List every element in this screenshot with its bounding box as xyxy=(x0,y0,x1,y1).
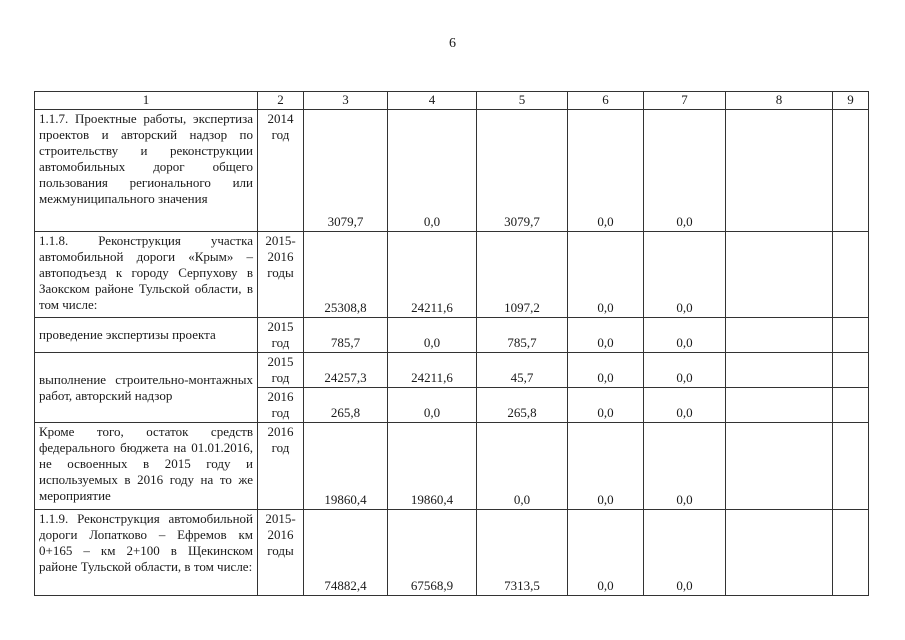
header-cell: 6 xyxy=(568,92,644,110)
cell-col7: 0,0 xyxy=(644,353,726,388)
header-cell: 7 xyxy=(644,92,726,110)
row-period: 2015 год xyxy=(258,353,304,388)
cell-col6: 0,0 xyxy=(568,388,644,423)
row-period: 2015-2016 годы xyxy=(258,232,304,318)
cell-col5: 785,7 xyxy=(477,318,568,353)
cell-col7: 0,0 xyxy=(644,423,726,510)
cell-col6: 0,0 xyxy=(568,232,644,318)
cell-col8 xyxy=(726,232,833,318)
header-cell: 5 xyxy=(477,92,568,110)
cell-col8 xyxy=(726,318,833,353)
cell-col9 xyxy=(833,353,869,388)
cell-col9 xyxy=(833,388,869,423)
cell-col8 xyxy=(726,388,833,423)
header-cell: 2 xyxy=(258,92,304,110)
cell-col5: 45,7 xyxy=(477,353,568,388)
cell-col7: 0,0 xyxy=(644,232,726,318)
table-row xyxy=(35,110,869,232)
cell-col8 xyxy=(726,110,833,232)
row-period: 2016 год xyxy=(258,423,304,510)
cell-col5: 3079,7 xyxy=(477,110,568,232)
cell-col9 xyxy=(833,510,869,596)
cell-col6: 0,0 xyxy=(568,353,644,388)
cell-total: 24257,3 xyxy=(304,353,388,388)
cell-col9 xyxy=(833,232,869,318)
cell-col7: 0,0 xyxy=(644,388,726,423)
cell-col8 xyxy=(726,423,833,510)
header-row xyxy=(35,92,869,110)
cell-col5: 1097,2 xyxy=(477,232,568,318)
cell-col9 xyxy=(833,423,869,510)
row-description: 1.1.8. Реконструкция участка автомобильной дороги «Крым» – автоподъезд к городу Серпухову в Заокском районе Тульской области, в том числе: xyxy=(35,232,258,318)
cell-total: 3079,7 xyxy=(304,110,388,232)
cell-col4: 24211,6 xyxy=(388,232,477,318)
cell-total: 265,8 xyxy=(304,388,388,423)
header-cell: 8 xyxy=(726,92,833,110)
page-number: 6 xyxy=(449,36,456,51)
header-cell: 4 xyxy=(388,92,477,110)
cell-col4: 24211,6 xyxy=(388,353,477,388)
table-row xyxy=(35,510,869,596)
cell-col8 xyxy=(726,353,833,388)
cell-col9 xyxy=(833,110,869,232)
table-row xyxy=(35,232,869,318)
cell-col5: 0,0 xyxy=(477,423,568,510)
cell-total: 19860,4 xyxy=(304,423,388,510)
cell-col6: 0,0 xyxy=(568,423,644,510)
cell-col7: 0,0 xyxy=(644,318,726,353)
row-description: 1.1.9. Реконструкция автомобильной дороги Лопатково – Ефремов км 0+165 – км 2+100 в Щекинском районе Тульской области, в том числе: xyxy=(35,510,258,596)
row-period: 2014 год xyxy=(258,110,304,232)
budget-table xyxy=(34,91,869,596)
header-cell: 1 xyxy=(35,92,258,110)
row-description: выполнение строительно-монтажных работ, авторский надзор xyxy=(35,353,258,423)
cell-col4: 0,0 xyxy=(388,110,477,232)
row-description: 1.1.7. Проектные работы, экспертиза проектов и авторский надзор по строительству и реконструкции автомобильных дорог общего пользования регионального или межмуниципального значения xyxy=(35,110,258,232)
cell-col4: 19860,4 xyxy=(388,423,477,510)
cell-col4: 0,0 xyxy=(388,388,477,423)
row-description: проведение экспертизы проекта xyxy=(35,318,258,353)
cell-total: 74882,4 xyxy=(304,510,388,596)
table-row xyxy=(35,318,869,353)
header-cell: 9 xyxy=(833,92,869,110)
row-description: Кроме того, остаток средств федерального бюджета на 01.01.2016, не освоенных в 2015 году и используемых в 2016 году на то же мероприятие xyxy=(35,423,258,510)
cell-col9 xyxy=(833,318,869,353)
cell-col6: 0,0 xyxy=(568,510,644,596)
cell-total: 785,7 xyxy=(304,318,388,353)
cell-col6: 0,0 xyxy=(568,110,644,232)
table-row xyxy=(35,353,869,388)
table-row xyxy=(35,423,869,510)
cell-col8 xyxy=(726,510,833,596)
cell-col5: 7313,5 xyxy=(477,510,568,596)
cell-col7: 0,0 xyxy=(644,510,726,596)
row-period: 2016 год xyxy=(258,388,304,423)
row-period: 2015-2016 годы xyxy=(258,510,304,596)
cell-col7: 0,0 xyxy=(644,110,726,232)
cell-col4: 0,0 xyxy=(388,318,477,353)
row-period: 2015 год xyxy=(258,318,304,353)
cell-col5: 265,8 xyxy=(477,388,568,423)
cell-total: 25308,8 xyxy=(304,232,388,318)
cell-col6: 0,0 xyxy=(568,318,644,353)
cell-col4: 67568,9 xyxy=(388,510,477,596)
header-cell: 3 xyxy=(304,92,388,110)
